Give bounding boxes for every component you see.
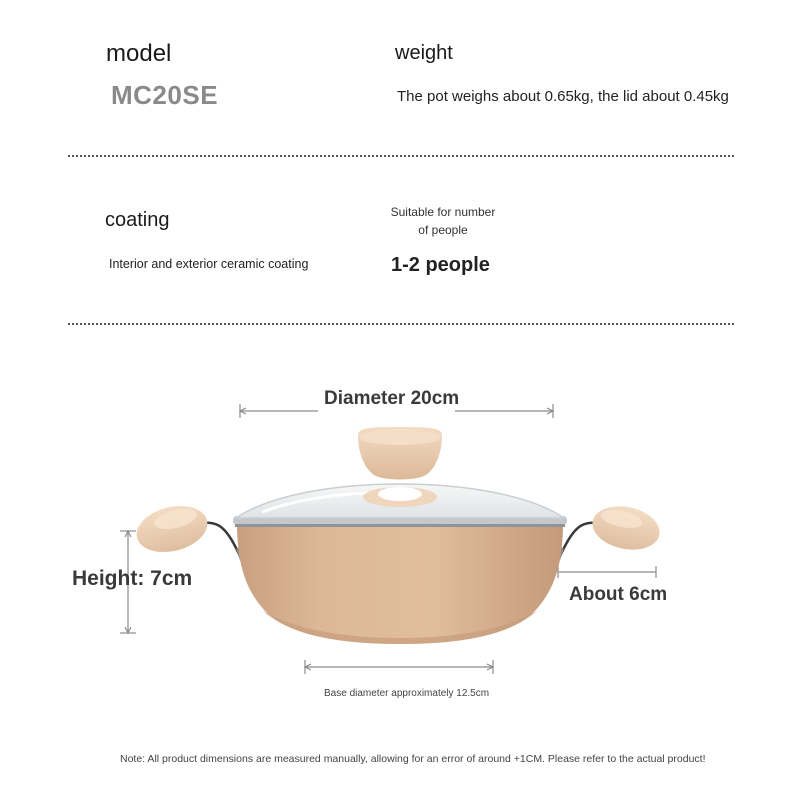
right-handle (588, 500, 663, 555)
model-label: model (106, 40, 172, 67)
left-handle (132, 499, 213, 559)
footnote: Note: All product dimensions are measured manually, allowing for an error of around +1CM. Please refer to the actual product! (120, 753, 706, 765)
height-label: Height: 7cm (72, 567, 193, 590)
coating-label: coating (105, 209, 170, 231)
people-value: 1-2 people (391, 254, 490, 276)
weight-value: The pot weighs about 0.65kg, the lid about 0.45kg (397, 88, 729, 105)
base-arrow (305, 660, 493, 674)
diameter-label: Diameter 20cm (324, 388, 460, 409)
weight-label: weight (395, 42, 453, 64)
people-label-line2: of people (418, 223, 468, 237)
people-label-line1: Suitable for number (390, 205, 496, 219)
handle-arrow (558, 566, 656, 578)
model-value: MC20SE (111, 80, 219, 110)
base-diameter-label: Base diameter approximately 12.5cm (324, 688, 490, 699)
coating-value: Interior and exterior ceramic coating (109, 257, 309, 271)
handle-width-label: About 6cm (569, 584, 668, 605)
